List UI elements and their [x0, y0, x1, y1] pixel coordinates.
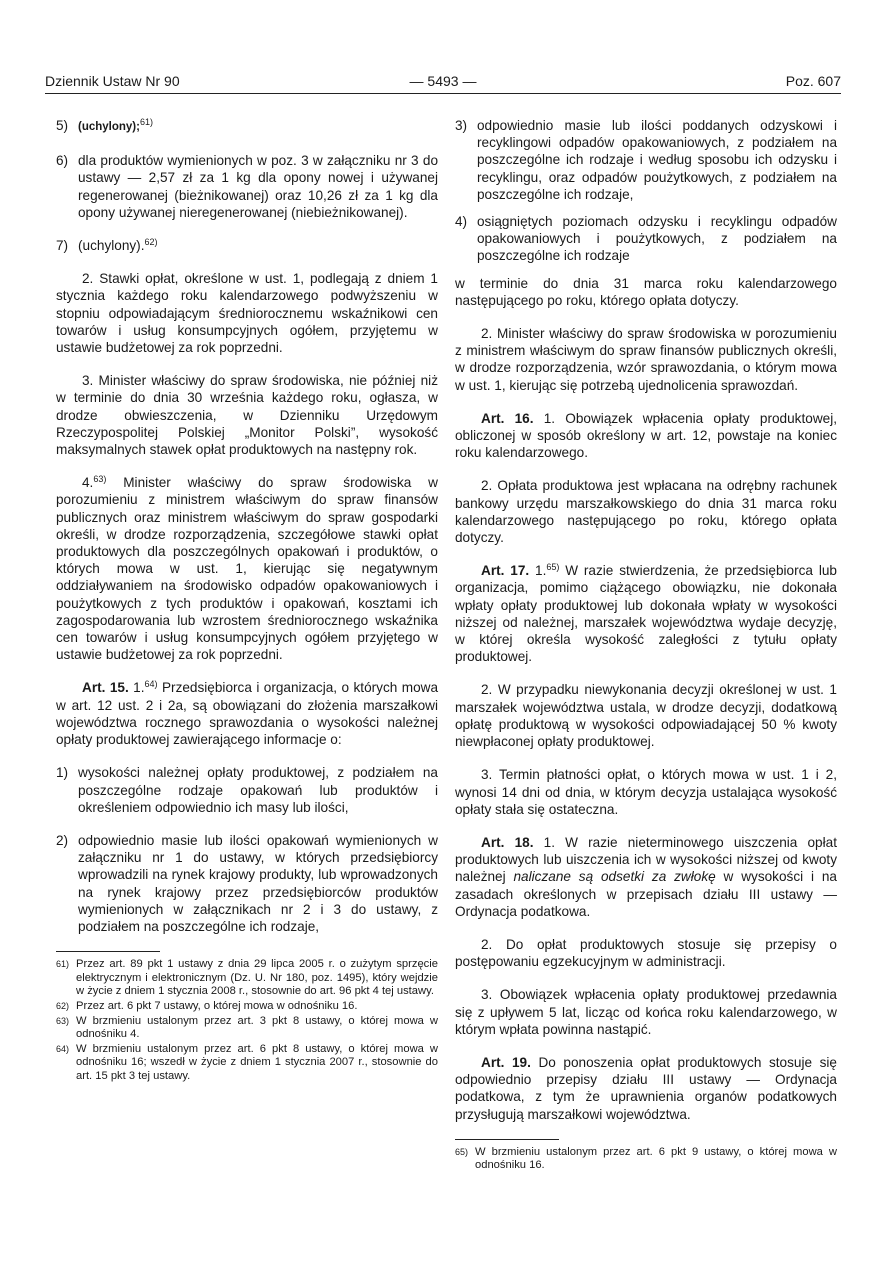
- list-item-number: 6): [56, 153, 69, 169]
- article-15-item-3: [455, 117, 837, 203]
- list-item-5: [56, 117, 438, 136]
- footnote-63: [56, 1015, 438, 1042]
- list-item-text: odpowiednio masie lub ilości poddanych odzyskowi i recyklingowi odpadów opakowaniowych, z podziałem na poszczególne ich rodzaje i według sposobu ich odzysku i recyklingu, oraz odpadów poużytkowych, z podziałem na poszczególne ich rodzaje,: [477, 118, 837, 202]
- article-15: [56, 679, 438, 748]
- article-17-paragraph-3: 3. Termin płatności opłat, o których mowa w ust. 1 i 2, wynosi 14 dni od dnia, w którym decyzja ustalająca wysokość opłaty stała się ostateczna.: [455, 767, 837, 817]
- article-label: Art. 18.: [481, 834, 534, 850]
- list-item-number: 3): [455, 118, 468, 133]
- article-label: Art. 19.: [481, 1054, 531, 1070]
- page-number: — 5493 —: [409, 73, 477, 89]
- list-item-number: 5): [56, 118, 69, 133]
- footnote-ref: 65): [546, 562, 560, 573]
- footnote-number: 64): [56, 1043, 70, 1054]
- article-16: [455, 410, 837, 462]
- footnote-ref: 62): [144, 237, 158, 248]
- footnote-number: 63): [56, 1015, 70, 1026]
- article-17: [455, 562, 837, 665]
- journal-title: Dziennik Ustaw Nr 90: [45, 73, 180, 89]
- footnote-text: W brzmieniu ustalonym przez art. 6 pkt 9 ustawy, o której mowa w odnośniku 16.: [475, 1145, 837, 1172]
- footnote-ref: 64): [144, 679, 158, 690]
- list-item-text: dla produktów wymienionych w poz. 3 w załączniku nr 3 do ustawy — 2,57 zł za 1 kg dla opony nowej i używanej regenerowanej (bieżnikowanej) oraz 10,26 zł za 1 kg dla opony używanej nieregenerowanej (niebieżnikowanej).: [78, 153, 438, 220]
- header-rule: [45, 93, 841, 94]
- list-item-7: [56, 237, 438, 254]
- position-number: Poz. 607: [785, 73, 841, 89]
- deadline-paragraph: w terminie do dnia 31 marca roku kalendarzowego następującego po roku, którego opłata dotyczy.: [455, 275, 837, 308]
- footnote-ref: 61): [139, 117, 153, 127]
- paragraph-number: 1.: [128, 680, 145, 696]
- paragraph-text: 1. W razie nieterminowego uiszczenia opłat produktowych lub uiszczenia ich w wysokości niższej od kwoty należnej: [455, 834, 837, 885]
- paragraph-emphasis: naliczane są odsetki za zwłokę: [513, 869, 716, 885]
- article-18-paragraph-2: 2. Do opłat produktowych stosuje się przepisy o postępowaniu egzekucyjnym w administracji.: [455, 936, 837, 970]
- article-label: Art. 17.: [481, 563, 530, 579]
- footnote-ref: 63): [93, 474, 107, 485]
- footnote-text: W brzmieniu ustalonym przez art. 6 pkt 8 ustawy, o której mowa w odnośniku 16; wszedł w życie z dniem 1 stycznia 2007 r., stosownie do art. 15 pkt 3 tej ustawy.: [76, 1042, 438, 1082]
- footnote-number: 65): [455, 1146, 469, 1157]
- article-15-item-1: [56, 764, 438, 816]
- article-label: Art. 15.: [82, 680, 129, 696]
- paragraph-4: [56, 474, 438, 663]
- right-column: [455, 117, 837, 1174]
- paragraph-text: Przedsiębiorca i organizacja, o których mowa w art. 12 ust. 2 i 2a, są obowiązani do złożenia marszałkowi województwa rocznego sprawozdania o wysokości należnej opłaty produktowej zawierającego informacje o:: [56, 680, 439, 748]
- list-item-number: 2): [56, 832, 69, 848]
- paragraph-text: w wysokości i na zasadach określonych w przepisach działu III ustawy — Ordynacja podatkowa.: [455, 869, 837, 919]
- list-item-6: [56, 152, 438, 221]
- footnote-65: [455, 1146, 837, 1173]
- article-16-paragraph-2: 2. Opłata produktowa jest wpłacana na odrębny rachunek bankowy urzędu marszałkowskiego do dnia 31 marca roku kalendarzowego następującego po roku, którego opłata dotyczy.: [455, 478, 837, 546]
- left-column: [56, 117, 438, 1084]
- article-15-item-2: [56, 832, 438, 935]
- list-item-text: (uchylony).: [78, 238, 145, 254]
- footnote-62: [56, 1000, 438, 1014]
- article-18-paragraph-3: 3. Obowiązek wpłacenia opłaty produktowej przedawnia się z upływem 5 lat, licząc od końca roku kalendarzowego, w którym wpłata powinna nastąpić.: [455, 987, 837, 1037]
- article-label: Art. 16.: [481, 410, 534, 426]
- list-item-number: 7): [56, 238, 69, 254]
- footnote-text: Przez art. 6 pkt 7 ustawy, o której mowa w odnośniku 16.: [76, 999, 358, 1012]
- list-item-text: osiągniętych poziomach odzysku i recyklingu odpadów opakowaniowych i poużytkowych, z podziałem na poszczególne ich rodzaje: [477, 214, 837, 264]
- list-item-number: 4): [455, 214, 468, 230]
- article-19: [455, 1054, 837, 1123]
- list-item-text: odpowiednio masie lub ilości opakowań wymienionych w załączniku nr 1 do ustawy, w których przedsiębiorcy wprowadzili na rynek krajowy produkty, lub wprowadzonych na rynek krajowy przez przedsiębiorców produktów wymienionych w załącznikach nr 2 i 3 do ustawy, z podziałem na poszczególne ich rodzaje,: [78, 832, 438, 934]
- paragraph-number: 1.: [529, 563, 547, 579]
- footnote-rule: [455, 1139, 559, 1140]
- article-15-paragraph-2: 2. Minister właściwy do spraw środowiska w porozumieniu z ministrem właściwym do spraw finansów publicznych określi, w drodze rozporządzenia, wzór sprawozdania, o którym mowa w ust. 1, kierując się potrzebą ujednolicenia sprawozdań.: [455, 326, 837, 393]
- footnote-61: [56, 958, 438, 999]
- footnote-number: 62): [56, 1000, 70, 1011]
- footnote-rule: [56, 951, 160, 952]
- paragraph-text: 1. Obowiązek wpłacenia opłaty produktowej, obliczonej w sposób określony w art. 12, powstaje na koniec roku kalendarzowego.: [455, 410, 837, 461]
- footnote-text: W brzmieniu ustalonym przez art. 3 pkt 8 ustawy, o której mowa w odnośniku 4.: [76, 1014, 438, 1041]
- paragraph-text: Minister właściwy do spraw środowiska w porozumieniu z ministrem właściwym do spraw finansów publicznych oraz ministrem właściwym do spraw gospodarki określi, w drodze rozporządzenia, szczegółowe stawki opłat produktowych dla poszczególnych opakowań i produktów, o których mowa w ust. 1, kierując się negatywnym oddziaływaniem na środowisko odpadów opakowaniowych i poużytkowych z tych produktów i opakowań, kosztami ich zagospodarowania lub wzrostem średniorocznego wskaźnika cen towarów i usług konsumpcyjnych ogółem przyjętego w ustawie budżetowej za rok poprzedni.: [56, 475, 438, 663]
- article-15-item-4: [455, 213, 837, 265]
- paragraph-text: Do ponoszenia opłat produktowych stosuje się odpowiednio przepisy działu III ustawy — Ordynacja podatkowa, z tym że uprawnienia organów podatkowych przysługują marszałkowi województwa.: [455, 1054, 837, 1122]
- paragraph-number: 4.: [82, 475, 94, 491]
- paragraph-2: 2. Stawki opłat, określone w ust. 1, podlegają z dniem 1 stycznia każdego roku kalendarzowego podwyższeniu w stopniu odpowiadającym średniorocznemu wskaźnikowi cen towarów i usług konsumpcyjnych ogółem, przyjętemu w ustawie budżetowej za rok poprzedni.: [56, 271, 438, 356]
- list-item-text: (uchylony);: [78, 121, 140, 133]
- article-17-paragraph-2: 2. W przypadku niewykonania decyzji określonej w ust. 1 marszałek województwa ustala, w drodze decyzji, dodatkową opłatę produktową w wysokości odpowiadającej 50 % kwoty niewpłaconej opłaty produktowej.: [455, 682, 837, 750]
- list-item-number: 1): [56, 765, 69, 781]
- article-18: [455, 834, 837, 920]
- paragraph-text: W razie stwierdzenia, że przedsiębiorca lub organizacja, pomimo ciążącego obowiązku, nie dokonała wpłaty opłaty produktowej lub dokonała wpłaty w wysokości niższej od należnej, marszałek województwa wydaje decyzję, w której określa wysokość zaległości z tytułu opłaty produktowej.: [455, 563, 837, 665]
- footnote-text: Przez art. 89 pkt 1 ustawy z dnia 29 lipca 2005 r. o zużytym sprzęcie elektrycznym i elektronicznym (Dz. U. Nr 180, poz. 1495), który wejdzie w życie z dniem 1 stycznia 2008 r., stosownie do art. 96 pkt 4 tej ustawy.: [76, 958, 438, 998]
- footnote-number: 61): [56, 959, 70, 970]
- running-header: [45, 73, 841, 93]
- list-item-text: wysokości należnej opłaty produktowej, z podziałem na poszczególne rodzaje opakowań lub produktów i określeniem odpowiednio ich masy lub ilości,: [78, 765, 438, 815]
- footnote-64: [56, 1043, 438, 1084]
- paragraph-3: 3. Minister właściwy do spraw środowiska, nie później niż w terminie do dnia 30 września każdego roku, ogłasza, w drodze obwieszczenia, w Dzienniku Urzędowym Rzeczypospolitej Polskiej „Monitor Polski”, wysokość maksymalnych stawek opłat produktowych na następny rok.: [56, 373, 438, 458]
